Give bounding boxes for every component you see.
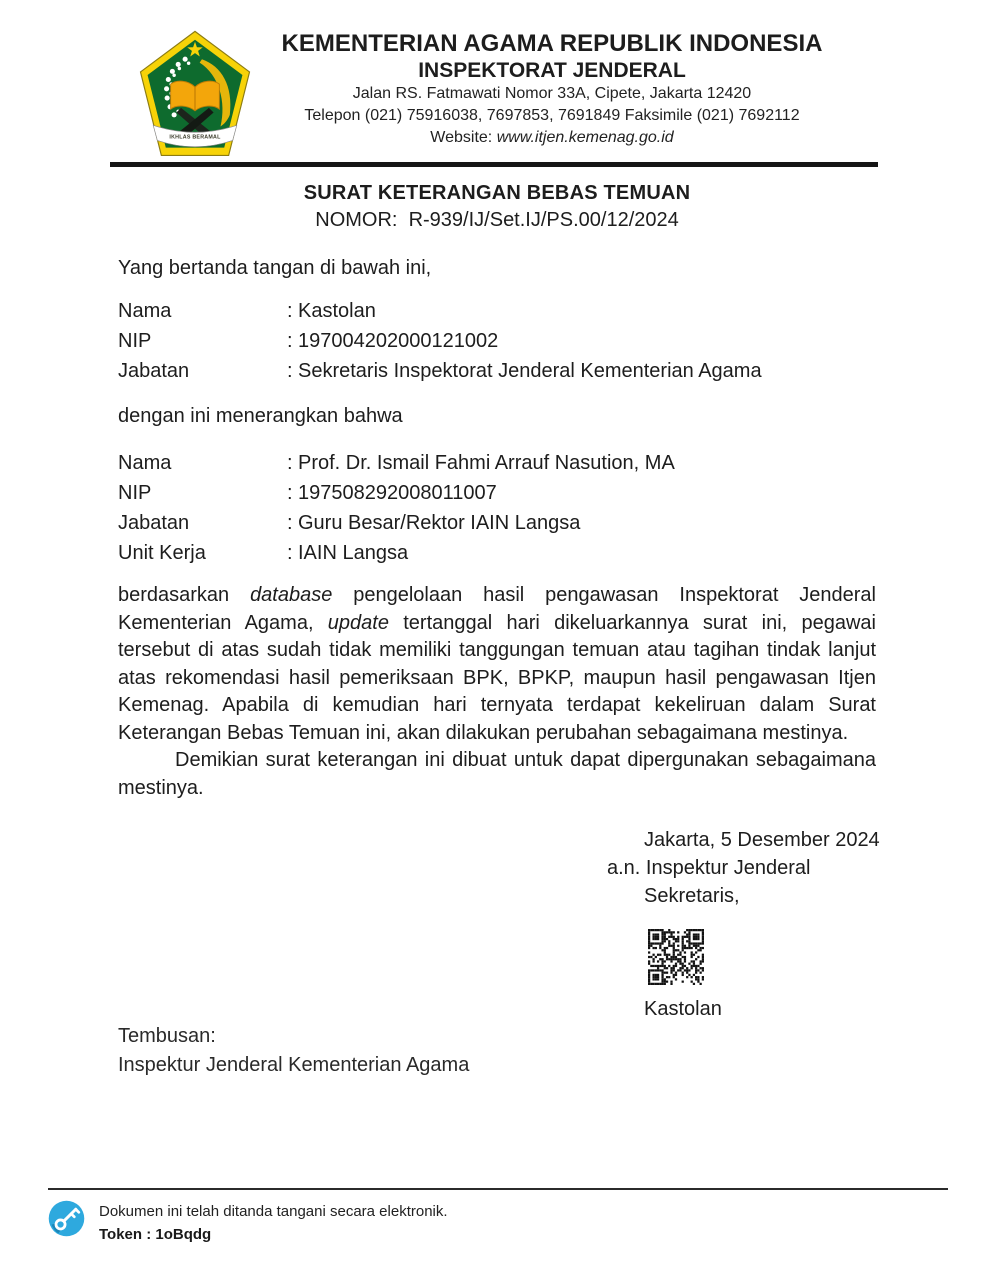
identity-value: Kastolan [298,300,376,322]
ministry-name: KEMENTERIAN AGAMA REPUBLIK INDONESIA [281,30,823,57]
website-label: Website: [430,129,497,146]
letterhead-text [270,30,834,149]
letter-title: SURAT KETERANGAN BEBAS TEMUAN [303,182,691,204]
identity-colon: : [287,512,293,534]
identity-value: IAIN Langsa [298,542,409,564]
letterhead [0,28,994,160]
identity-label: NIP [118,330,152,352]
cc-line: Inspektur Jenderal Kementerian Agama [118,1054,470,1076]
signature-on-behalf: a.n. Inspektur Jenderal [607,857,811,879]
identity-colon: : [287,330,293,352]
signature-place-date: Jakarta, 5 Desember 2024 [644,829,880,851]
identity-label: Nama [118,300,172,322]
identity-row [118,478,883,508]
identity-row [118,448,883,478]
identity-row [118,538,883,568]
qr-code [648,929,704,985]
signature-position: Sekretaris, [644,885,740,907]
logo-banner-text: IKHLAS BERAMAL [169,134,221,141]
kemenag-logo-icon [137,30,253,158]
identity-label: Nama [118,452,172,474]
identity-row [118,326,883,356]
identity-value: Sekretaris Inspektorat Jenderal Kementerian Agama [298,360,762,382]
identity-colon: : [287,482,293,504]
cc-label: Tembusan: [118,1025,216,1047]
identity-colon: : [287,300,293,322]
identity-value: Prof. Dr. Ismail Fahmi Arrauf Nasution, MA [298,452,675,474]
esign-text [99,1200,448,1247]
signer-identity-table [118,296,883,386]
identity-row [118,356,883,386]
letter-body [118,582,876,802]
website-url: www.itjen.kemenag.go.id [496,129,674,146]
opening-line: Yang bertanda tangan di bawah ini, [118,257,432,279]
directorate-name: INSPEKTORAT JENDERAL [418,59,686,82]
address-line: Jalan RS. Fatmawati Nomor 33A, Cipete, Jakarta 12420 [352,85,752,102]
identity-label: Jabatan [118,360,190,382]
identity-value: 197508292008011007 [298,482,497,504]
signature-name: Kastolan [644,998,722,1020]
identity-row [118,508,883,538]
footer-divider [48,1188,948,1190]
esign-footer [48,1200,448,1247]
identity-colon: : [287,452,293,474]
identity-label: Unit Kerja [118,542,206,564]
subject-identity-table [118,448,883,568]
esign-key-icon [48,1200,85,1237]
signature-block [607,826,880,1023]
identity-row [118,296,883,326]
identity-value: Guru Besar/Rektor IAIN Langsa [298,512,581,534]
body-paragraph-1: berdasarkan database pengelolaan hasil pengawasan Inspektorat Jenderal Kementerian Agama, update tertanggal hari dikeluarkannya surat ini, pegawai tersebut di atas sudah tidak memiliki tanggungan temuan atau tagihan tindak lanjut atas rekomendasi hasil pemeriksaan BPK, BPKP, maupun hasil pengawasan Itjen Kemenag. Apabila di kemudian hari ternyata terdapat kekeliruan dalam Surat Keterangan Bebas Temuan ini, akan dilakukan perubahan sebagaimana mestinya. [118,584,876,744]
statement-line: dengan ini menerangkan bahwa [118,405,403,427]
identity-colon: : [287,360,293,382]
identity-label: NIP [118,482,152,504]
website-line [270,127,834,149]
phone-line: Telepon (021) 75916038, 7697853, 7691849 Faksimile (021) 7692112 [304,107,800,124]
letterhead-divider [110,162,878,167]
letter-number: NOMOR: R-939/IJ/Set.IJ/PS.00/12/2024 [315,209,679,231]
identity-value: 197004202000121002 [298,330,499,352]
esign-token: Token : 1oBqdg [99,1226,212,1243]
identity-label: Jabatan [118,512,190,534]
identity-colon: : [287,542,293,564]
cc-block [118,1022,469,1080]
italic-term-update: update [327,611,389,634]
italic-term-database: database [250,584,333,606]
esign-note: Dokumen ini telah ditanda tangani secara elektronik. [99,1203,448,1220]
body-paragraph-2: Demikian surat keterangan ini dibuat untuk dapat dipergunakan sebagaimana mestinya. [118,749,876,799]
